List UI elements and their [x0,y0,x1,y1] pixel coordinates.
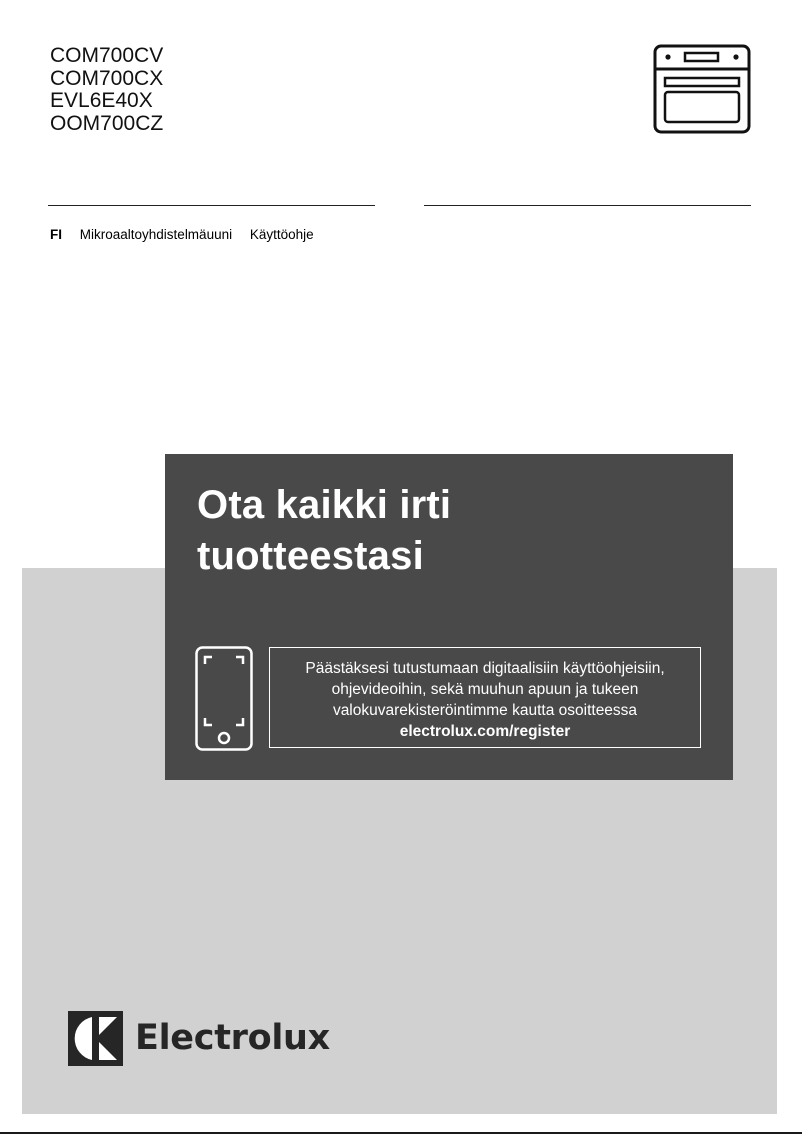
divider-right [424,205,751,206]
bottom-border [0,1132,802,1134]
register-link[interactable]: electrolux.com/register [399,723,571,740]
language-code: FI [50,227,62,242]
info-text: ohjevideoihin, sekä muuhun apuun ja tukeen [331,681,639,698]
product-type: Mikroaaltoyhdistelmäuuni [79,227,233,242]
model-number: EVL6E40X [50,89,153,112]
electrolux-logo-icon [68,1011,123,1066]
info-text: Päästäksesi tutustumaan digitaalisiin käyttöohjeisiin, [305,660,665,677]
smartphone-scan-icon [195,646,253,751]
brand-name: Electrolux [135,1018,330,1058]
language-line [50,227,314,242]
model-number: COM700CX [50,66,164,90]
model-list [50,45,163,135]
headline-line: Ota kaikki irti [197,483,452,527]
document-type: Käyttöohje [249,227,314,242]
model-number: OOM700CZ [50,111,164,135]
registration-info-box [269,647,701,748]
oven-icon [653,44,751,134]
model-number: COM700CV [50,44,164,67]
info-text: valokuvarekisteröintimme kautta osoitteessa [332,702,638,719]
promo-headline [197,480,451,582]
divider-left [48,205,375,206]
electrolux-logo [68,1010,330,1066]
headline-line: tuotteestasi [197,534,424,578]
